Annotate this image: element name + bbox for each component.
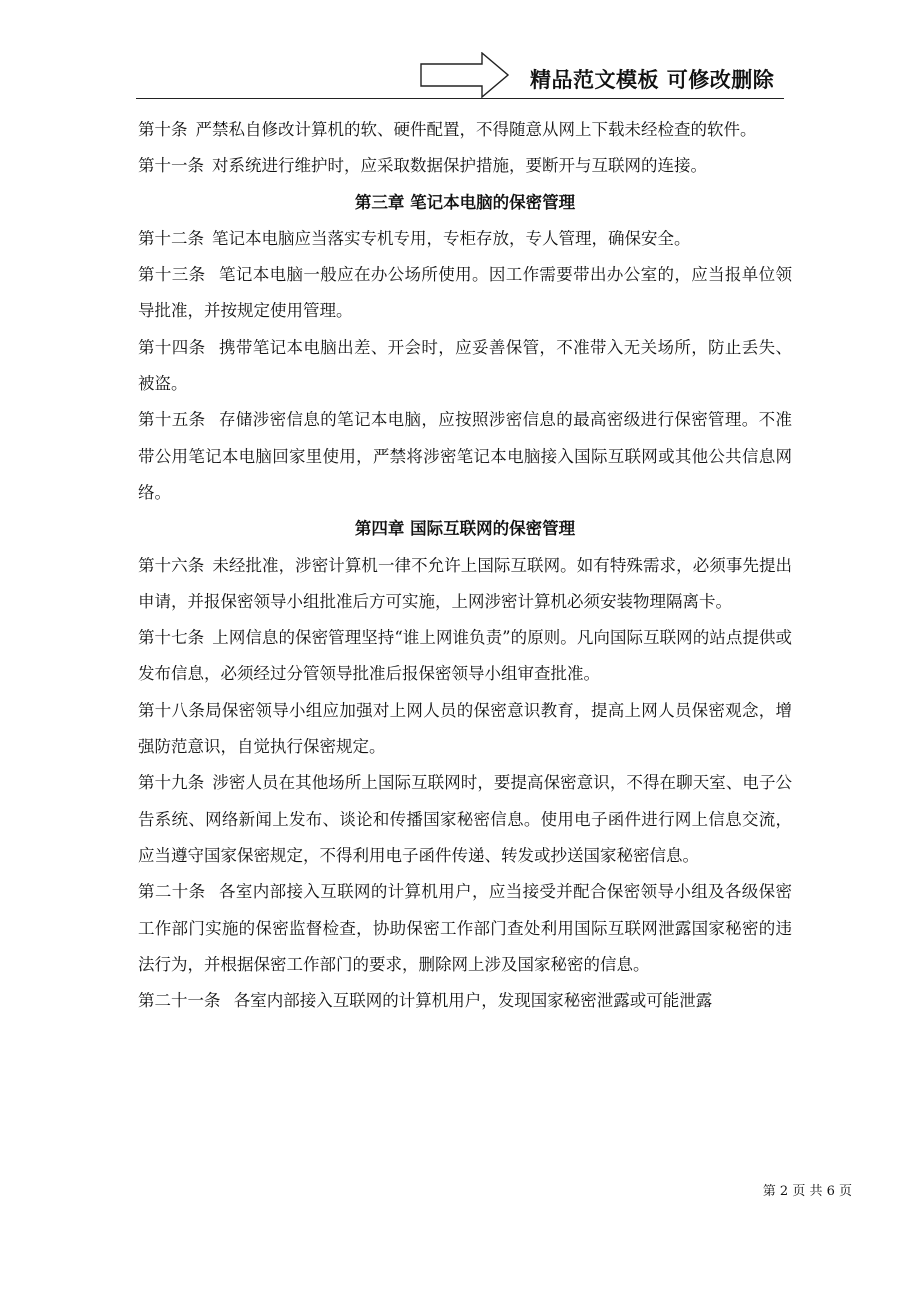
article-text: 各室内部接入互联网的计算机用户，发现国家秘密泄露或可能泄露 [228,991,713,1011]
article-number: 第十三条 [138,265,206,285]
page-header [0,0,920,100]
article-paragraph [138,620,792,693]
article-paragraph [138,548,792,621]
article-paragraph [138,148,792,184]
article-paragraph [138,330,792,403]
article-number: 第十七条 [138,628,205,648]
article-paragraph [138,765,792,874]
article-paragraph [138,983,792,1019]
article-text: 存储涉密信息的笔记本电脑，应按照涉密信息的最高密级进行保密管理。不准带公用笔记本电脑回家里使用，严禁将涉密笔记本电脑接入国际互联网或其他公共信息网络。 [138,410,793,502]
article-text: 上网信息的保密管理坚持“谁上网谁负责”的原则。凡向国际互联网的站点提供或发布信息，必须经过分管领导批准后报保密领导小组审查批准。 [138,628,793,684]
article-paragraph [138,874,792,983]
document-body [138,112,792,1019]
article-number: 第十五条 [138,410,206,430]
article-text: 笔记本电脑应当落实专机专用，专柜存放，专人管理，确保安全。 [212,228,691,248]
article-text: 各室内部接入互联网的计算机用户，应当接受并配合保密领导小组及各级保密工作部门实施的保密监督检查，协助保密工作部门查处利用国际互联网泄露国家秘密的违法行为，并根据保密工作部门的要求，删除网上涉及国家秘密的信息。 [138,882,793,974]
article-number: 第十二条 [138,228,204,248]
article-paragraph [138,693,792,766]
header-divider [136,98,784,99]
article-paragraph [138,221,792,257]
article-paragraph [138,257,792,330]
page-number: 第 2 页 共 6 页 [762,1184,852,1199]
header-title: 精品范文模板 可修改删除 [530,68,775,92]
article-number: 第二十一条 [138,991,221,1011]
article-text: 携带笔记本电脑出差、开会时，应妥善保管，不准带入无关场所，防止丢失、被盗。 [138,337,793,394]
article-number: 第十六条 [138,555,205,575]
article-number: 第二十条 [138,882,206,902]
article-paragraph [138,112,792,148]
article-text: 严禁私自修改计算机的软、硬件配置，不得随意从网上下载未经检查的软件。 [195,120,757,139]
article-text: 涉密人员在其他场所上国际互联网时，要提高保密意识，不得在聊天室、电子公告系统、网络新闻上发布、谈论和传播国家秘密信息。使用电子函件进行网上信息交流，应当遵守国家保密规定，不得利用电子函件传递、转发或抄送国家秘密信息。 [138,773,793,865]
chapter-heading: 第三章 笔记本电脑的保密管理 [354,192,576,212]
article-number: 第十一条 [138,156,204,176]
article-text: 对系统进行维护时，应采取数据保护措施，要断开与互联网的连接。 [212,156,707,176]
article-number: 第十四条 [138,337,206,357]
article-number: 第十条 [138,120,188,139]
article-number: 第十九条 [138,773,205,793]
article-paragraph [138,402,792,511]
right-arrow-icon [420,52,510,98]
article-text: 笔记本电脑一般应在办公场所使用。因工作需要带出办公室的，应当报单位领导批准，并按规定使用管理。 [138,265,793,321]
article-text: 未经批准，涉密计算机一律不允许上国际互联网。如有特殊需求，必须事先提出申请，并报保密领导小组批准后方可实施，上网涉密计算机必须安装物理隔离卡。 [138,555,793,611]
article-text: 第十八条局保密领导小组应加强对上网人员的保密意识教育，提高上网人员保密观念，增强防范意识，自觉执行保密规定。 [138,700,792,757]
chapter-heading: 第四章 国际互联网的保密管理 [354,519,576,539]
